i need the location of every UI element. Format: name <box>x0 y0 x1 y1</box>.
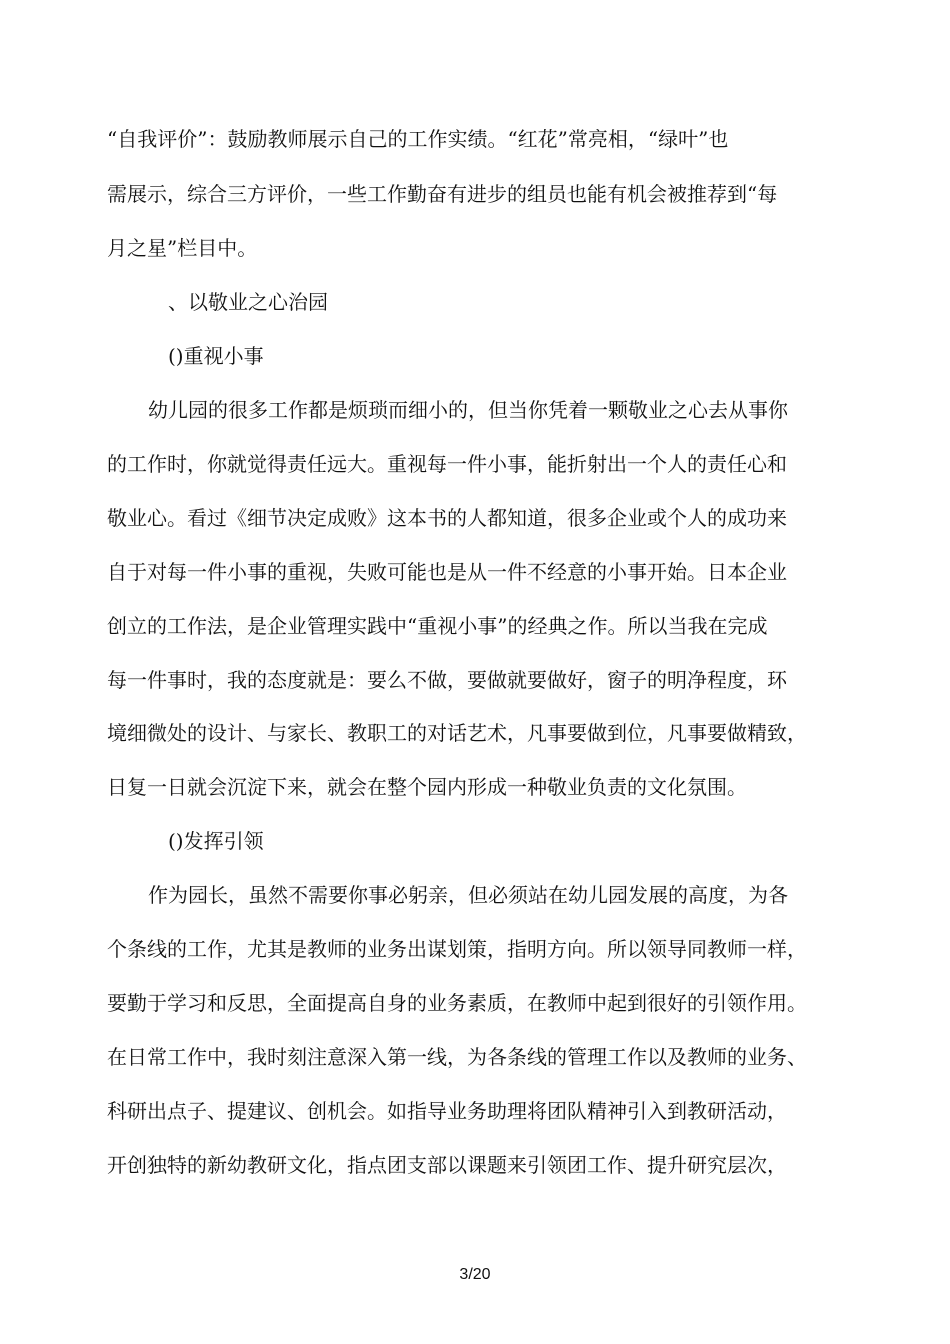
text-line: 科研出点子、提建议、创机会。如指导业务助理将团队精神引入到教研活动， <box>107 1099 787 1123</box>
text-line: 需展示，综合三方评价，一些工作勤奋有进步的组员也能有机会被推荐到“每 <box>107 182 778 206</box>
text-line: 作为园长，虽然不需要你事必躬亲，但必须站在幼儿园发展的高度，为各 <box>148 883 788 907</box>
subsection-heading: ()发挥引领 <box>168 829 264 853</box>
text-line: “自我评价”：鼓励教师展示自己的工作实绩。“红花”常亮相，“绿叶”也 <box>107 127 729 151</box>
page-number: 3/20 <box>459 1266 491 1283</box>
text-line: 的工作时，你就觉得责任远大。重视每一件小事，能折射出一个人的责任心和 <box>107 452 787 476</box>
text-line: 日复一日就会沉淀下来，就会在整个园内形成一种敬业负责的文化氛围。 <box>107 775 747 799</box>
text-line: 创立的工作法，是企业管理实践中“重视小事”的经典之作。所以当我在完成 <box>107 614 768 638</box>
text-line: 境细微处的设计、与家长、教职工的对话艺术，凡事要做到位，凡事要做精致， <box>107 721 807 745</box>
text-line: 幼儿园的很多工作都是烦琐而细小的，但当你凭着一颗敬业之心去从事你 <box>148 398 788 422</box>
text-line: 每一件事时，我的态度就是：要么不做，要做就要做好，窗子的明净程度，环 <box>107 668 787 692</box>
section-heading: 、以敬业之心治园 <box>168 290 328 314</box>
text-line: 开创独特的新幼教研文化，指点团支部以课题来引领团工作、提升研究层次， <box>107 1153 787 1177</box>
text-line: 敬业心。看过《细节决定成败》这本书的人都知道，很多企业或个人的成功来 <box>107 506 787 530</box>
text-line: 在日常工作中，我时刻注意深入第一线，为各条线的管理工作以及教师的业务、 <box>107 1045 807 1069</box>
text-line: 自于对每一件小事的重视，失败可能也是从一件不经意的小事开始。日本企业 <box>107 560 787 584</box>
text-line: 月之星”栏目中。 <box>107 236 258 260</box>
subsection-heading: ()重视小事 <box>168 344 264 368</box>
text-line: 要勤于学习和反思，全面提高自身的业务素质，在教师中起到很好的引领作用。 <box>107 991 807 1015</box>
text-line: 个条线的工作，尤其是教师的业务出谋划策，指明方向。所以领导同教师一样， <box>107 937 807 961</box>
